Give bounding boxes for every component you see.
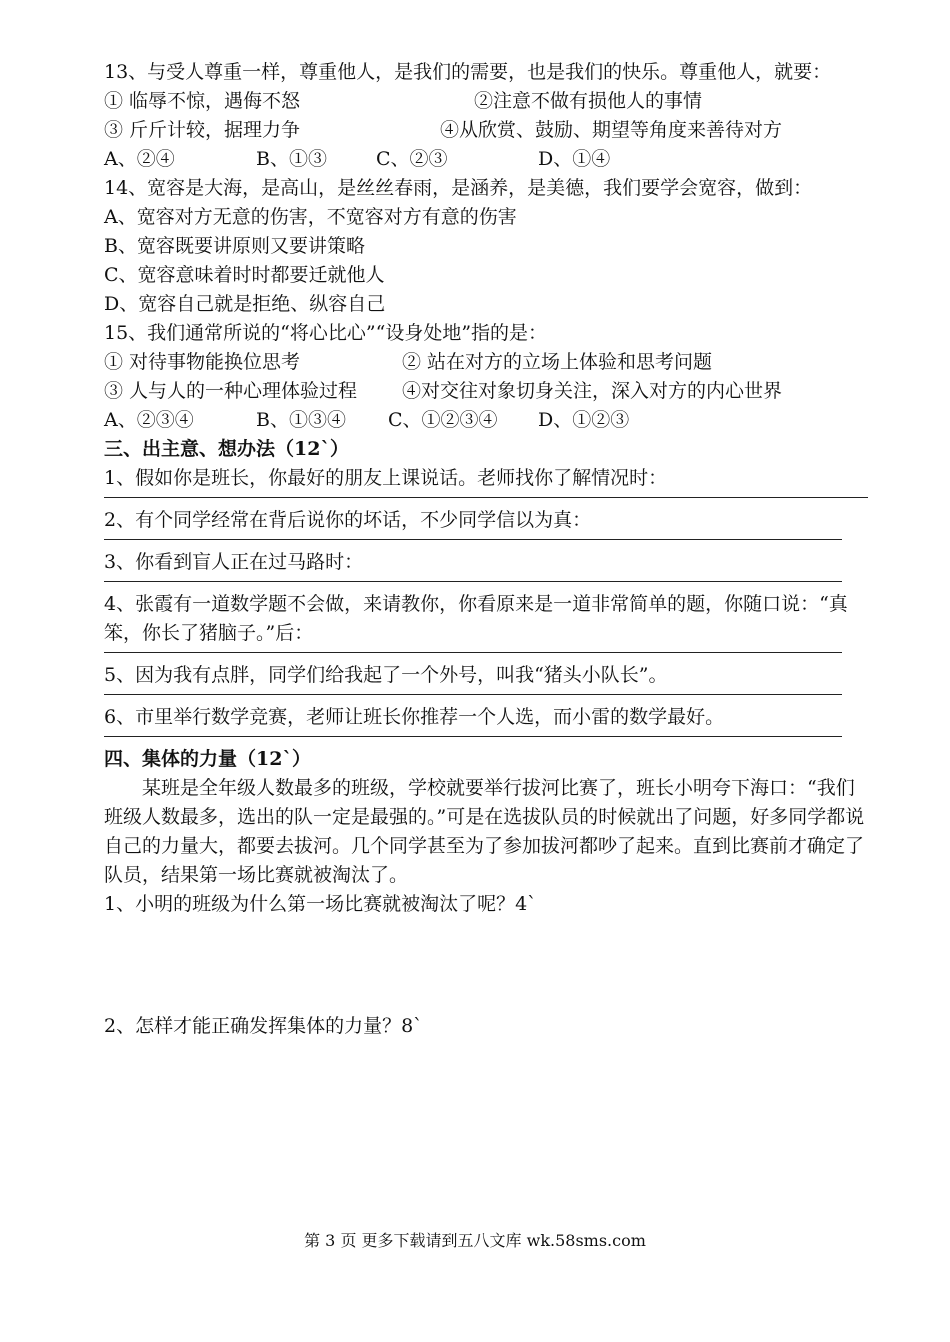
q13-choice-d: D、①④ [538,148,611,170]
section3-title: 三、出主意、想办法（12`） [104,438,349,460]
q15-choice-b: B、①③④ [256,409,346,431]
q15-stem: 15、我们通常所说的“将心比心”“设身处地”指的是： [104,322,548,344]
q15-choices [104,406,872,435]
q13-options-row2 [104,116,872,145]
q15-choice-a: A、②③④ [104,409,194,431]
answer-line-2[interactable] [104,539,842,540]
q15-options-row2 [104,377,872,406]
section4-title: 四、集体的力量（12`） [104,748,311,770]
s3-item-2: 2、有个同学经常在背后说你的坏话，不少同学信以为真： [104,509,592,531]
s3-item-1: 1、假如你是班长，你最好的朋友上课说话。老师找你了解情况时： [104,467,668,489]
q13-option-3: ③ 斤斤计较，据理力争 [104,119,301,141]
exam-page [104,58,872,1041]
q13-choice-b: B、①③ [256,148,327,170]
section4-passage: 某班是全年级人数最多的班级，学校就要举行拔河比赛了，班长小明夸下海口：“我们班级人数最多，选出的队一定是最强的。”可是在选拔队员的时候就出了问题，好多同学都说自己的力量大，都要去拔河。几个同学甚至为了参加拔河都吵了起来。直到比赛前才确定了队员，结果第一场比赛就被淘汰了。 [104,777,865,886]
q13-option-1: ① 临辱不惊，遇侮不怒 [104,90,301,112]
q13-choices [104,145,872,174]
q13-options-row1 [104,87,872,116]
answer-line-3[interactable] [104,581,842,582]
answer-space-1[interactable] [104,919,872,1012]
q14-stem: 14、宽容是大海，是高山，是丝丝春雨，是涵养，是美德，我们要学会宽容，做到： [104,177,813,199]
q15-options-row1 [104,348,872,377]
s4-question-2: 2、怎样才能正确发挥集体的力量？8` [104,1015,423,1037]
q15-option-3: ③ 人与人的一种心理体验过程 [104,380,358,402]
page-footer: 第 3 页 更多下载请到五八文库 wk.58sms.com [304,1231,646,1250]
q13-option-2: ②注意不做有损他人的事情 [474,90,703,112]
q13-stem: 13、与受人尊重一样，尊重他人，是我们的需要，也是我们的快乐。尊重他人，就要： [104,61,832,83]
s3-item-3: 3、你看到盲人正在过马路时： [104,551,364,573]
q14-choice-b: B、宽容既要讲原则又要讲策略 [104,235,365,257]
answer-line-1[interactable] [104,497,868,498]
s3-item-5: 5、因为我有点胖，同学们给我起了一个外号，叫我“猪头小队长”。 [104,664,668,686]
q14-choice-a: A、宽容对方无意的伤害，不宽容对方有意的伤害 [104,206,517,228]
q15-option-1: ① 对待事物能换位思考 [104,351,301,373]
answer-line-4[interactable] [104,652,842,653]
q13-option-4: ④从欣赏、鼓励、期望等角度来善待对方 [440,119,783,141]
s4-question-1: 1、小明的班级为什么第一场比赛就被淘汰了呢？4` [104,893,537,915]
q13-choice-a: A、②④ [104,148,175,170]
q15-choice-d: D、①②③ [538,409,630,431]
answer-line-5[interactable] [104,694,842,695]
answer-line-6[interactable] [104,736,842,737]
q15-choice-c: C、①②③④ [388,409,498,431]
s3-item-4: 4、张霞有一道数学题不会做，来请教你，你看原来是一道非常简单的题，你随口说：“真笨，你长了猪脑子。”后： [104,593,848,644]
q15-option-4: ④对交往对象切身关注，深入对方的内心世界 [402,380,783,402]
q14-choice-c: C、宽容意味着时时都要迁就他人 [104,264,385,286]
q13-choice-c: C、②③ [376,148,448,170]
s3-item-6: 6、市里举行数学竞赛，老师让班长你推荐一个人选，而小雷的数学最好。 [104,706,725,728]
q14-choice-d: D、宽容自己就是拒绝、纵容自己 [104,293,386,315]
q15-option-2: ② 站在对方的立场上体验和思考问题 [402,351,713,373]
